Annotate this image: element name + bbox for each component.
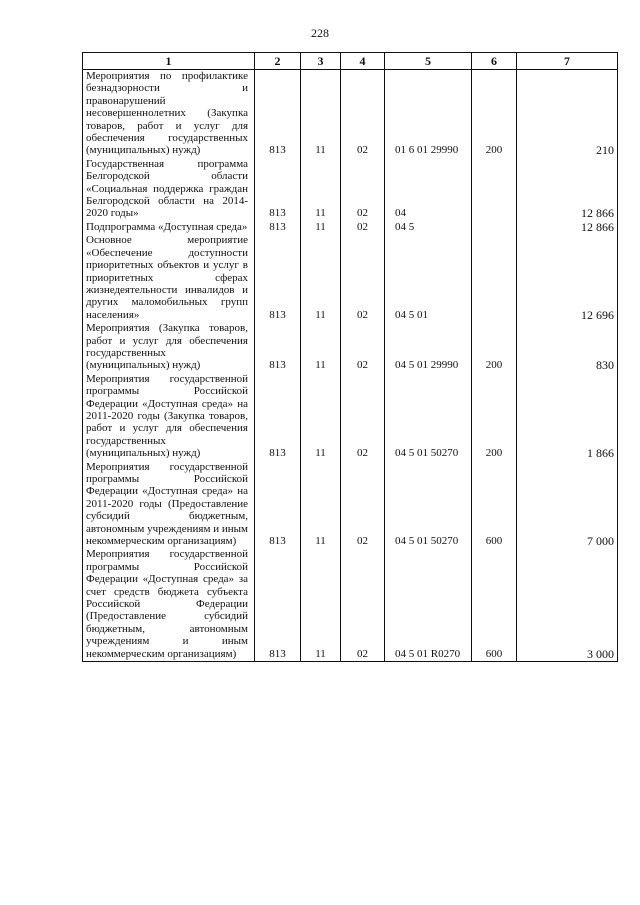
ministry-code: 813	[255, 234, 301, 322]
table-row	[83, 234, 618, 322]
section-code: 11	[301, 70, 341, 158]
subsection-code: 02	[341, 461, 385, 549]
row-name: Мероприятия по профилактике безнадзорности и правонарушений несовершеннолетних (Закупка товаров, работ и услуг для обеспечения государственных (муниципальных) нужд)	[83, 70, 255, 158]
amount: 3 000	[517, 548, 618, 661]
amount: 210	[517, 70, 618, 158]
table-row	[83, 548, 618, 661]
target-code: 04 5 01 50270	[385, 461, 472, 549]
ministry-code: 813	[255, 221, 301, 234]
column-header: 2	[255, 53, 301, 70]
table-row	[83, 322, 618, 373]
target-code: 04 5 01 29990	[385, 322, 472, 373]
expense-type-code	[472, 158, 517, 221]
subsection-code: 02	[341, 70, 385, 158]
section-code: 11	[301, 158, 341, 221]
expense-type-code	[472, 234, 517, 322]
column-header: 4	[341, 53, 385, 70]
column-header: 1	[83, 53, 255, 70]
target-code: 04	[385, 158, 472, 221]
expense-type-code: 600	[472, 461, 517, 549]
row-name: Основное мероприятие «Обеспечение доступности приоритетных объектов и услуг в приоритетных сферах жизнедеятельности инвалидов и других маломобильных групп населения»	[83, 234, 255, 322]
page-number: 228	[311, 26, 329, 40]
ministry-code: 813	[255, 158, 301, 221]
target-code: 04 5 01 50270	[385, 373, 472, 461]
section-code: 11	[301, 548, 341, 661]
amount: 12 866	[517, 221, 618, 234]
expense-type-code: 200	[472, 322, 517, 373]
column-header: 7	[517, 53, 618, 70]
amount: 12 696	[517, 234, 618, 322]
target-code: 01 6 01 29990	[385, 70, 472, 158]
expense-type-code: 200	[472, 373, 517, 461]
table-row	[83, 221, 618, 234]
table-row	[83, 461, 618, 549]
expense-type-code: 200	[472, 70, 517, 158]
amount: 830	[517, 322, 618, 373]
ministry-code: 813	[255, 70, 301, 158]
subsection-code: 02	[341, 221, 385, 234]
ministry-code: 813	[255, 322, 301, 373]
ministry-code: 813	[255, 461, 301, 549]
header-row	[83, 53, 618, 70]
row-name: Мероприятия государственной программы Российской Федерации «Доступная среда» на 2011-2020 годы (Закупка товаров, работ и услуг для обеспечения государственных (муниципальных) нужд)	[83, 373, 255, 461]
expense-type-code: 600	[472, 548, 517, 661]
row-name: Государственная программа Белгородской области «Социальная поддержка граждан Белгородской области на 2014-2020 годы»	[83, 158, 255, 221]
subsection-code: 02	[341, 373, 385, 461]
row-name: Мероприятия государственной программы Российской Федерации «Доступная среда» на 2011-2020 годы (Предоставление субсидий бюджетным, автономным учреждениям и иным некоммерческим организациям)	[83, 461, 255, 549]
column-header: 5	[385, 53, 472, 70]
budget-table	[82, 52, 618, 662]
target-code: 04 5 01 R0270	[385, 548, 472, 661]
section-code: 11	[301, 322, 341, 373]
column-header: 6	[472, 53, 517, 70]
column-header: 3	[301, 53, 341, 70]
section-code: 11	[301, 221, 341, 234]
amount: 7 000	[517, 461, 618, 549]
row-name: Мероприятия государственной программы Российской Федерации «Доступная среда» за счет средств бюджета субъекта Российской Федерации (Предоставление субсидий бюджетным, автономным учреждениям и иным некоммерческим организациям)	[83, 548, 255, 661]
row-name: Подпрограмма «Доступная среда»	[83, 221, 255, 234]
table-row	[83, 70, 618, 158]
table-row	[83, 158, 618, 221]
subsection-code: 02	[341, 158, 385, 221]
ministry-code: 813	[255, 548, 301, 661]
table-row	[83, 373, 618, 461]
row-name: Мероприятия (Закупка товаров, работ и услуг для обеспечения государственных (муниципальных) нужд)	[83, 322, 255, 373]
ministry-code: 813	[255, 373, 301, 461]
section-code: 11	[301, 461, 341, 549]
subsection-code: 02	[341, 234, 385, 322]
subsection-code: 02	[341, 322, 385, 373]
section-code: 11	[301, 373, 341, 461]
subsection-code: 02	[341, 548, 385, 661]
expense-type-code	[472, 221, 517, 234]
target-code: 04 5	[385, 221, 472, 234]
amount: 1 866	[517, 373, 618, 461]
target-code: 04 5 01	[385, 234, 472, 322]
amount: 12 866	[517, 158, 618, 221]
section-code: 11	[301, 234, 341, 322]
